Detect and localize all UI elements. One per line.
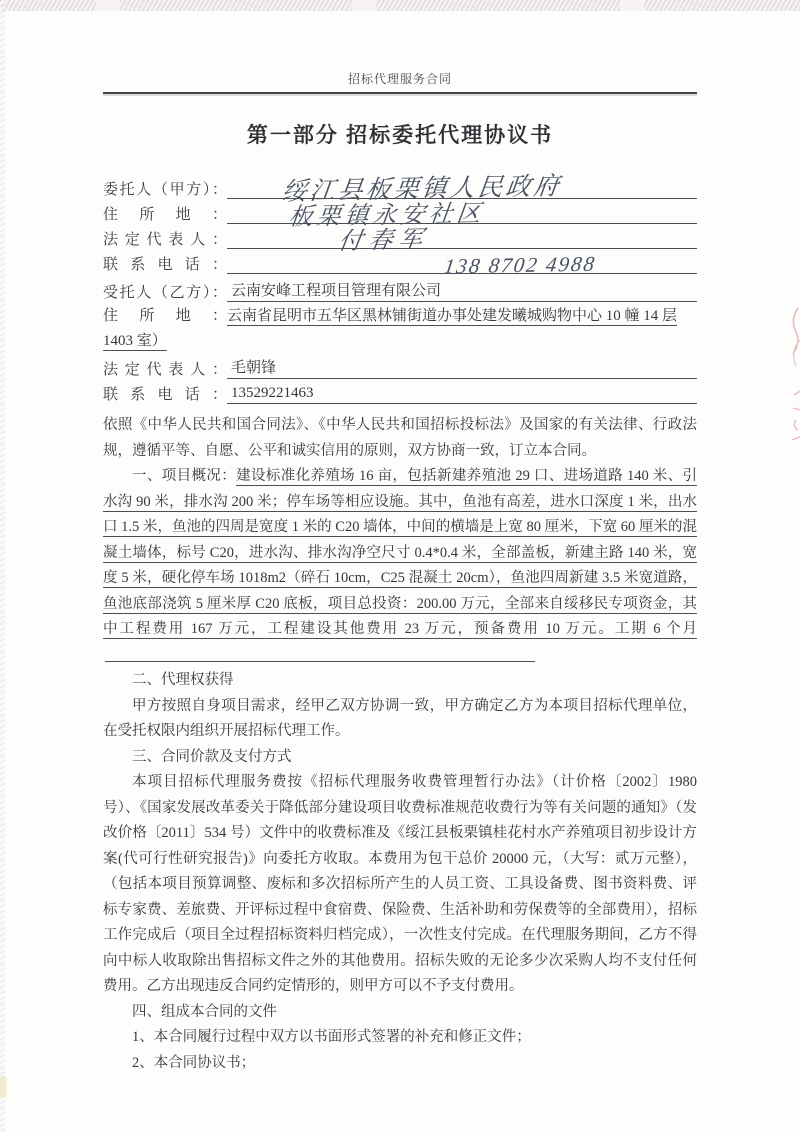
clause-1-trailing-line	[105, 659, 535, 662]
party-b-address-row	[103, 304, 697, 354]
party-a-address-handwritten-value: 板栗镇永安社区	[286, 201, 487, 231]
party-b-name-value: 云南安峰工程项目管理有限公司	[231, 283, 442, 299]
clause-1-project-overview	[103, 464, 697, 668]
scan-edge-tab	[96, 0, 120, 11]
party-a-address-label: 住所地：	[103, 207, 227, 223]
clause-2-text: 甲方按照自身项目需求，经甲乙双方协调一致，甲方确定乙方为本项目招标代理单位，在受托权限内组织开展招标代理工作。	[103, 697, 697, 739]
party-b-fields	[103, 277, 697, 404]
party-b-address-value: 云南省昆明市五华区黑林铺街道办事处建发曦城购物中心 10 幢 14 层 1403 室）	[103, 308, 678, 349]
clause-1-label: 一、项目概况：	[132, 468, 237, 484]
party-a-representative-handwritten-value: 付春军	[336, 226, 431, 256]
party-b-name-row	[103, 277, 697, 302]
party-b-phone-line	[227, 378, 697, 404]
scan-edge-tab	[620, 0, 644, 11]
party-b-representative-row	[103, 354, 697, 379]
scan-edge-tab	[352, 0, 376, 11]
party-b-name-line	[227, 276, 697, 302]
party-b-phone-label: 联系电话：	[103, 387, 227, 403]
party-a-fields	[103, 173, 697, 279]
party-a-representative-row	[103, 224, 697, 256]
party-a-name-label: 委托人（甲方）：	[103, 182, 227, 198]
header-rule	[103, 92, 697, 94]
scan-edge-top-band	[0, 0, 800, 11]
party-a-representative-blank-line	[227, 223, 697, 256]
party-b-address-label: 住所地：	[103, 308, 227, 324]
clause-4-item-2: 2、本合同协议书；	[132, 1054, 256, 1071]
party-b-phone-value: 13529221463	[231, 385, 314, 401]
party-a-name-handwritten-value: 绥江县板栗镇人民政府	[280, 173, 564, 206]
clause-3-heading: 三、合同价款及支付方式	[132, 748, 292, 765]
party-a-phone-label: 联系电话：	[103, 257, 227, 273]
intro-paragraph: 依照《中华人民共和国合同法》、《中华人民共和国招标投标法》及国家的有关法律、行政法规，遵循平等、自愿、公平和诚实信用的原则，双方协商一致，订立本合同。	[103, 417, 697, 459]
clause-2-heading: 二、代理权获得	[132, 672, 234, 688]
page-title: 第一部分 招标委托代理协议书	[246, 123, 554, 147]
party-b-phone-row	[103, 379, 697, 404]
party-b-representative-value: 毛朝锋	[231, 360, 277, 376]
party-b-representative-line	[227, 353, 697, 379]
contract-body	[103, 413, 697, 1076]
clause-4-heading: 四、组成本合同的文件	[132, 1003, 277, 1020]
clause-1-underlined-text: 建设标准化养殖场 16 亩，包括新建养殖池 29 口、进场道路 140 米、引水沟 90 米，排水沟 200 米；停车场等相应设施。其中，鱼池有高差，进水口深度 1 米，出水口 1.5 米，鱼池的四周是宽度 1 米的 C20 墙体，中间的横墙是上宽 80 厘米，下宽 60 厘米的混凝土墙体，标号 C20，进水沟、排水沟净空尺寸 0.4*0.4 米，全部盖板，新建主路 140 米，宽度 5 米，硬化停车场 1018m2（碎石 10cm，C25 混凝土 20cm），鱼池四周新建 3.5 米宽道路，鱼池底部浇筑 5 厘米厚 C20 底板，项目总投资：200.00 万元，全部来自绥移民专项资金，其中工程费用 167 万元，工程建设其他费用 23 万元，预备费用 10 万元。工期 6 个月	[103, 468, 698, 637]
scan-corner-speck	[0, 1076, 7, 1098]
clause-3-text: 本项目招标代理服务费按《招标代理服务收费管理暂行办法》（计价格〔2002〕1980 号）、《国家发展改革委关于降低部分建设项目收费标准规范收费行为等有关问题的通知》（发改价格〔2011〕534 号）文件中的收费标准及《绥江县板栗镇桂花村水产养殖项目初步设计方案(代可行性研究报告)》向委托方收取。本费用为包干总价 20000 元，（大写：贰万元整），（包括本项目预算调整、废标和多次招标所产生的人员工资、工具设备费、图书资料费、评标专家费、差旅费、开评标过程中食宿费、保险费、生活补助和劳保费等的全部费用），招标工作完成后（项目全过程招标资料归档完成），一次性支付完成。在代理服务期间，乙方不得向中标人收取除出售招标文件之外的其他费用。招标失败的无论多少次采购人均不支付任何费用。乙方出现违反合同约定情形的，则甲方可以不予支付费用。	[103, 774, 697, 994]
scan-edge-left-strip	[0, 0, 5, 1132]
clause-4-item-1: 1、本合同履行过程中双方以书面形式签署的补充和修正文件；	[132, 1029, 531, 1045]
red-stamp-edge-fragment	[784, 300, 800, 450]
party-a-phone-handwritten-value: 138 8702 4988	[442, 251, 598, 279]
running-header-title: 招标代理服务合同	[347, 72, 452, 86]
party-a-phone-blank-line	[227, 248, 697, 279]
party-b-representative-label: 法定代表人：	[103, 362, 227, 378]
party-a-representative-label: 法定代表人：	[103, 232, 227, 248]
party-b-name-label: 受托人（乙方）：	[103, 285, 227, 301]
